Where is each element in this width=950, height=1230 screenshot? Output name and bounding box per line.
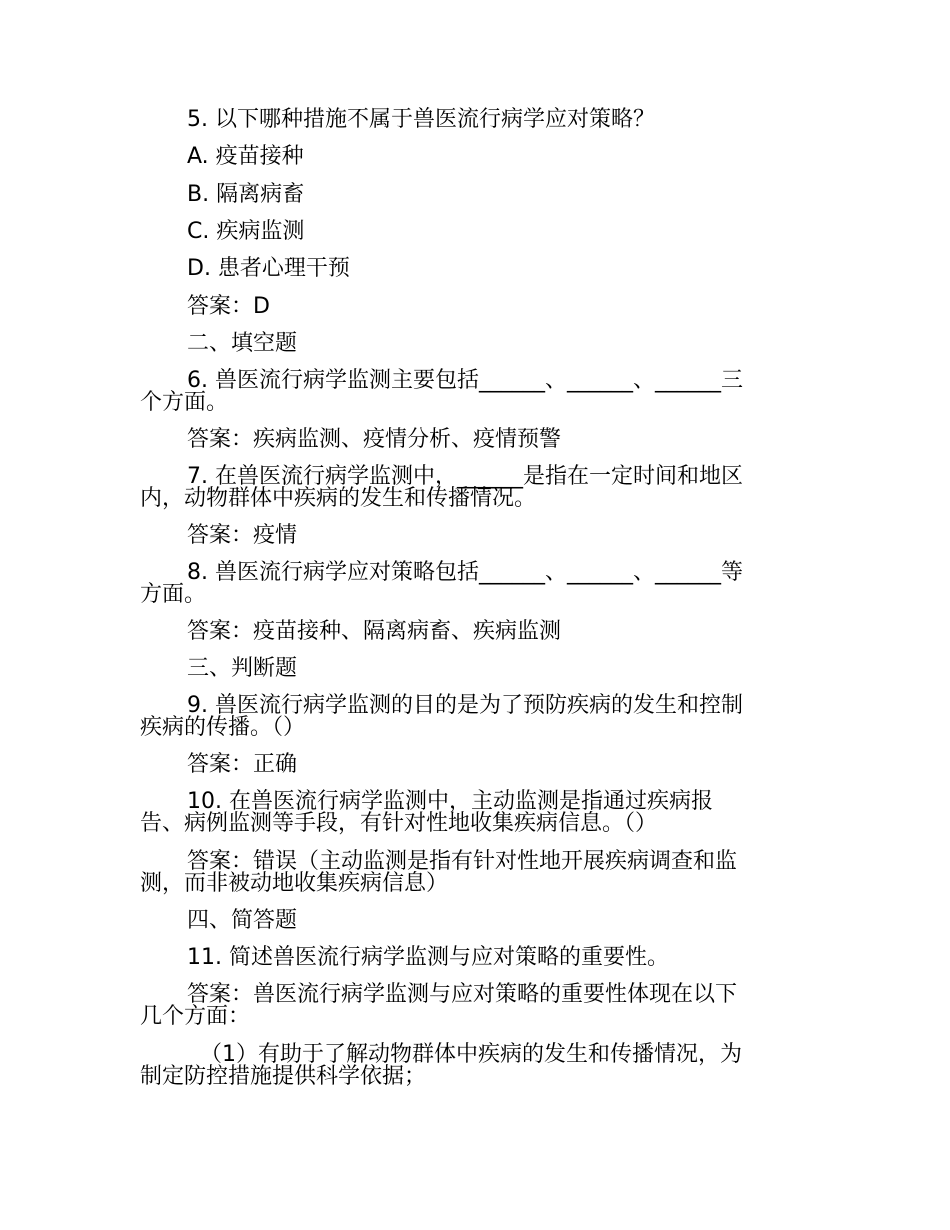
- question-9: [140, 695, 830, 739]
- answer-8: 答案：疫苗接种、隔离病畜、疾病监测: [187, 619, 562, 644]
- question-9-line-2: 疾病的传播。（）: [140, 715, 306, 740]
- question-7: [140, 466, 830, 510]
- question-9-line-1: 9. 兽医流行病学监测的目的是为了预防疾病的发生和控制: [187, 693, 743, 718]
- option-c: C. 疾病监测: [187, 219, 305, 244]
- question-10-line-1: 10. 在兽医流行病学监测中，主动监测是指通过疾病报: [187, 789, 713, 814]
- answer-7: 答案：疫情: [187, 523, 298, 548]
- answer-9: 答案：正确: [187, 752, 298, 777]
- answer-10: [140, 851, 830, 895]
- question-10: [140, 791, 830, 835]
- answer-11-line-2: 几个方面：: [140, 1004, 251, 1029]
- section-heading-fill-blank: 二、填空题: [187, 331, 298, 356]
- answer-11-point-1-line-1: （1）有助于了解动物群体中疾病的发生和传播情况，为: [200, 1042, 742, 1067]
- question-7-line-1: 7. 在兽医流行病学监测中，______是指在一定时间和地区: [187, 464, 743, 489]
- question-6: [140, 370, 830, 414]
- section-heading-true-false: 三、判断题: [187, 656, 298, 681]
- answer-5: 答案：D: [187, 294, 270, 319]
- answer-11-line-1: 答案：兽医流行病学监测与应对策略的重要性体现在以下: [187, 982, 738, 1007]
- answer-11: [140, 984, 830, 1028]
- answer-11-point-1: [140, 1044, 830, 1088]
- question-5: 5. 以下哪种措施不属于兽医流行病学应对策略？: [187, 107, 655, 132]
- question-7-line-2: 内，动物群体中疾病的发生和传播情况。: [140, 486, 537, 511]
- question-6-line-2: 个方面。: [140, 390, 229, 415]
- option-a: A. 疫苗接种: [187, 144, 304, 169]
- answer-10-line-1: 答案：错误（主动监测是指有针对性地开展疾病调查和监: [187, 849, 738, 874]
- question-10-line-2: 告、病例监测等手段，有针对性地收集疾病信息。（）: [140, 811, 658, 836]
- answer-10-line-2: 测，而非被动地收集疾病信息）: [140, 871, 449, 896]
- question-8-line-1: 8. 兽医流行病学应对策略包括______、______、______等: [187, 560, 743, 585]
- section-heading-short-answer: 四、简答题: [187, 908, 298, 933]
- answer-6: 答案：疾病监测、疫情分析、疫情预警: [187, 427, 562, 452]
- question-6-line-1: 6. 兽医流行病学监测主要包括______、______、______三: [187, 368, 743, 393]
- question-11: 11. 简述兽医流行病学监测与应对策略的重要性。: [187, 945, 669, 970]
- option-d: D. 患者心理干预: [187, 256, 350, 281]
- question-8: [140, 562, 830, 606]
- option-b: B. 隔离病畜: [187, 182, 305, 207]
- answer-11-point-1-line-2: 制定防控措施提供科学依据；: [140, 1064, 427, 1089]
- question-8-line-2: 方面。: [140, 582, 207, 607]
